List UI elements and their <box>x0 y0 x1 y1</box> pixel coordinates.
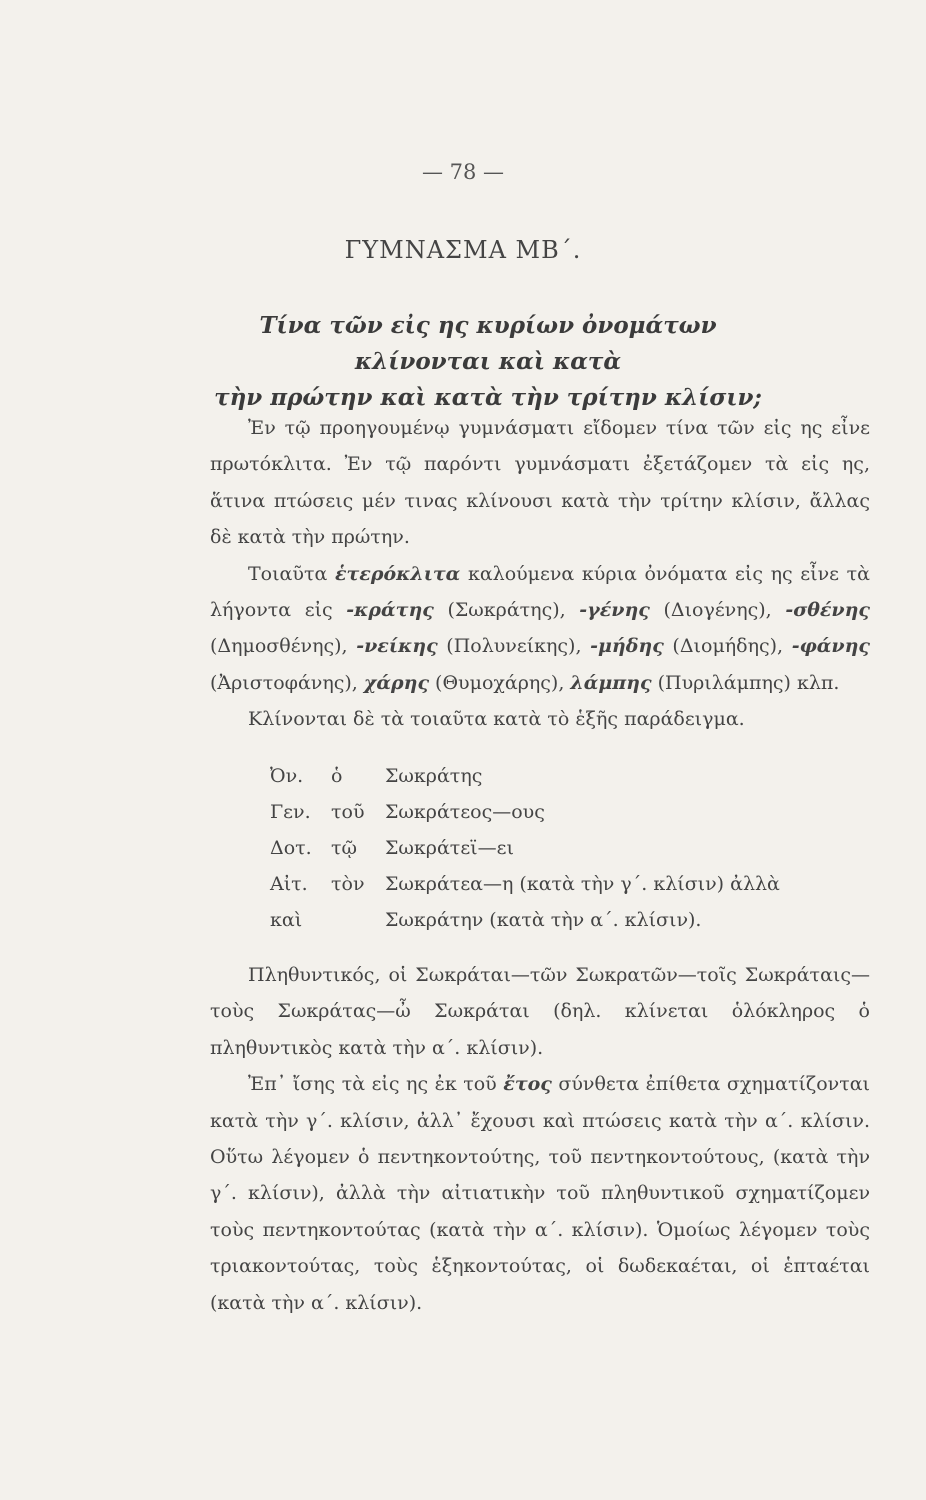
paragraph-5 <box>210 1066 870 1321</box>
text-run: (Ἀριστοφάνης), <box>210 671 364 694</box>
bold-term: ἔτος <box>503 1073 552 1096</box>
plural-text <box>210 957 870 1321</box>
bold-ending: -μήδης <box>590 635 664 658</box>
declension-row <box>270 902 870 938</box>
text-run: (Θυμοχάρης), <box>429 671 571 694</box>
word-form: Σωκράτεϊ—ει <box>385 837 514 859</box>
page-number: — 78 — <box>421 160 505 184</box>
bold-ending: χάρης <box>363 671 430 694</box>
text-run: (Διογένης), <box>649 599 786 622</box>
word-form: Σωκράτης <box>385 765 483 787</box>
declension-row <box>270 866 870 902</box>
bold-ending: -νείκης <box>356 635 438 658</box>
case-label: Δοτ. <box>270 837 312 859</box>
intro-text <box>210 410 870 738</box>
text-run: σύνθετα ἐπίθετα σχηματίζονται κατὰ τὴν γ΄. κλίσιν, ἀλλ᾽ ἔχουσι καὶ πτώσεις κατὰ τὴν α΄. κλίσιν. Οὕτω λέγομεν ὁ πεντηκοντούτης, τοῦ πεντηκοντούτους, (κατὰ τὴν γ΄. κλίσιν), ἀλλὰ τὴν αἰτιατικὴν τοῦ πληθυντικοῦ σχηματίζομεν τοὺς πεντηκοντούτας (κατὰ τὴν α΄. κλίσιν). Ὁμοίως λέγομεν τοὺς τριακοντούτας, τοὺς ἑξηκοντούτας, οἱ δωδεκαέται, οἱ ἑπταέται (κατὰ τὴν α΄. κλίσιν). <box>210 1073 870 1314</box>
article: τοῦ <box>331 801 365 823</box>
article: τὸν <box>331 873 365 895</box>
bold-ending: -σθένης <box>785 599 870 622</box>
article: ὁ <box>331 765 343 787</box>
text-run: (Σωκράτης), <box>433 599 580 622</box>
exercise-heading: ΓΥΜΝΑΣΜΑ ΜΒ΄. <box>344 236 582 264</box>
paragraph-3: Κλίνονται δὲ τὰ τοιαῦτα κατὰ τὸ ἑξῆς παράδειγμα. <box>248 708 745 731</box>
case-label: Αἰτ. <box>270 873 308 895</box>
word-form: Σωκράτεα—η (κατὰ τὴν γ΄. κλίσιν) ἀλλὰ <box>385 873 780 895</box>
bold-ending: -γένης <box>579 599 650 622</box>
declension-row <box>270 758 870 794</box>
text-run: Ἐπ᾽ ἴσης τὰ εἰς ης ἐκ τοῦ <box>248 1073 504 1096</box>
question-line-1: Τίνα τῶν εἰς ης κυρίων ὀνομάτων κλίνονται καὶ κατὰ <box>259 312 717 375</box>
declension-row <box>270 830 870 866</box>
case-label: Ὀν. <box>270 765 304 787</box>
bold-ending: -φάνης <box>791 635 870 658</box>
text-run: (Διομήδης), <box>663 635 792 658</box>
paragraph-1: Ἐν τῷ προηγουμένῳ γυμνάσματι εἴδομεν τίνα τῶν εἰς ης εἶνε πρωτόκλιτα. Ἐν τῷ παρόντι γυμνάσματι ἐξετάζομεν τὰ εἰς ης, ἅτινα πτώσεις μέν τινας κλίνουσι κατὰ τὴν τρίτην κλίσιν, ἄλλας δὲ κατὰ τὴν πρώτην. <box>210 417 870 549</box>
case-label: καὶ <box>270 909 303 931</box>
text-run: Τοιαῦτα <box>248 562 335 585</box>
bold-ending: λάμπης <box>570 671 652 694</box>
paragraph-4: Πληθυντικός, οἱ Σωκράται—τῶν Σωκρατῶν—τοῖς Σωκράταις—τοὺς Σωκράτας—ὦ Σωκράται (δηλ. κλίνεται ὁλόκληρος ὁ πληθυντικὸς κατὰ τὴν α΄. κλίσιν). <box>210 964 870 1059</box>
bold-term: ἑτερόκλιτα <box>334 562 461 585</box>
article: τῷ <box>331 837 358 859</box>
declension-table <box>270 758 870 938</box>
text-run: (Πολυνείκης), <box>437 635 591 658</box>
bold-ending: -κράτης <box>346 599 434 622</box>
exercise-question <box>198 308 778 416</box>
text-run: (Πυριλάμπης) κλπ. <box>651 671 840 694</box>
declension-row <box>270 794 870 830</box>
text-run: (Δημοσθένης), <box>210 635 357 658</box>
text-run: καλούμενα κύρια ὀνόματα εἰς ης εἶνε τὰ λήγοντα εἰς <box>210 562 870 622</box>
word-form: Σωκράτεος—ους <box>385 801 545 823</box>
paragraph-2 <box>210 556 870 702</box>
word-form: Σωκράτην (κατὰ τὴν α΄. κλίσιν). <box>385 909 702 931</box>
question-line-2: τὴν πρώτην καὶ κατὰ τὴν τρίτην κλίσιν; <box>214 384 762 411</box>
case-label: Γεν. <box>270 801 311 823</box>
